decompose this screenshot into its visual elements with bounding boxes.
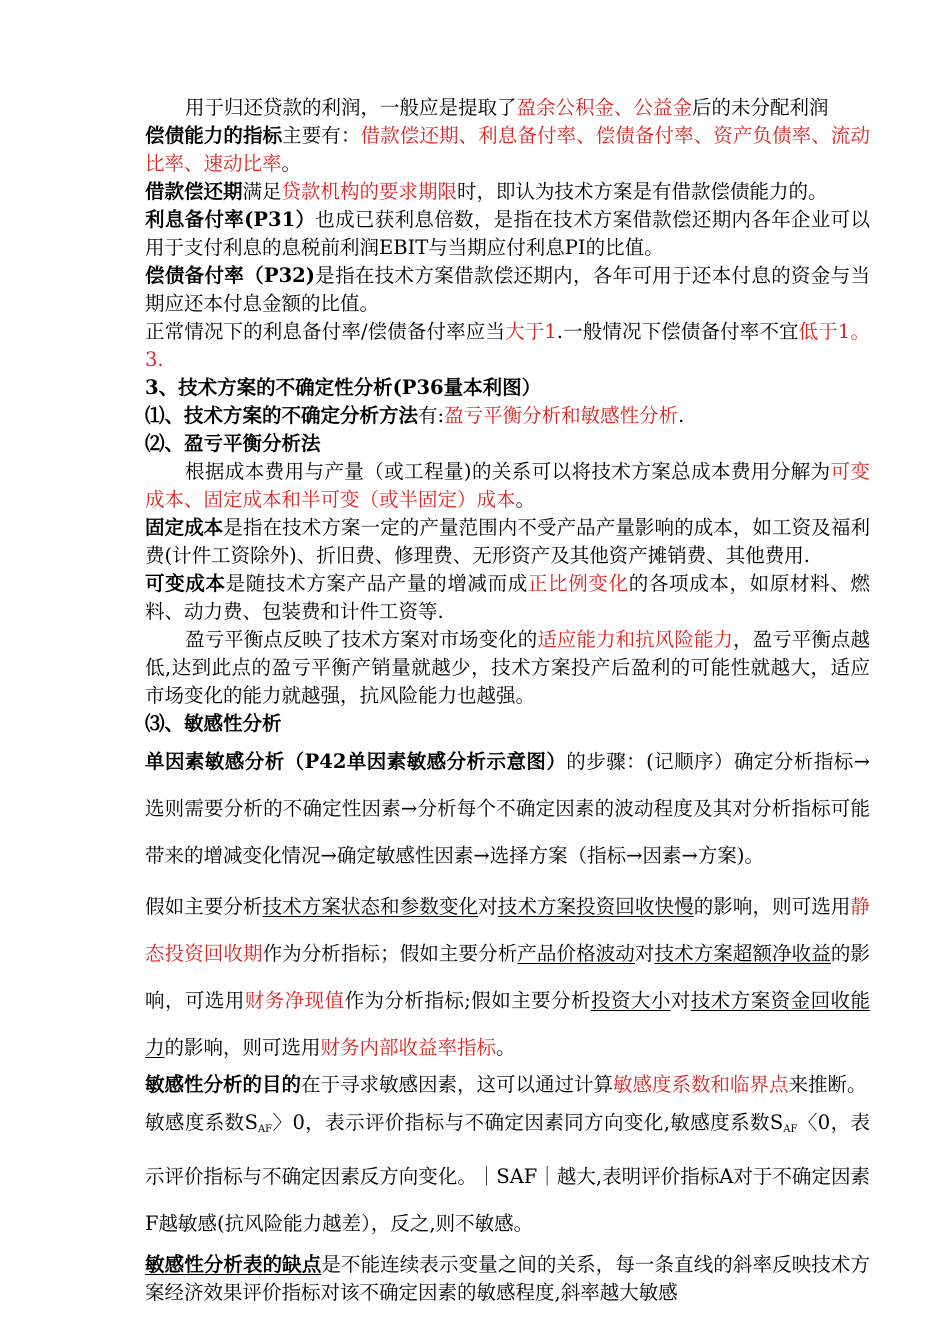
para-sensitivity-coefficient: 敏感度系数$S_{AF}$〉0，表示评价指标与不确定因素同方向变化,敏感度系数$S_{AF}$〈0，表示评价指标与不确定因素反方向变化。｜SAF｜越大,表明评价指标A对于不确定因素F越敏感(抗风险能力越差），反之,则不敏感。 — [145, 1111, 871, 1235]
para-solvency-indicators: 偿债能力的指标主要有：借款偿还期、利息备付率、偿债备付率、资产负债率、流动比率、速动比率。 — [145, 124, 870, 175]
para-interest-coverage: 利息备付率(P31）也成已获利息倍数，是指在技术方案借款偿还期内各年企业可以用于支付利息的息税前利润EBIT与当期应付利息PI的比值。 — [145, 208, 870, 259]
heading-uncertainty-analysis: 3、技术方案的不确定性分析(P36量本利图） — [145, 376, 542, 399]
para-repayment-profit: 用于归还贷款的利润，一般应是提取了盈余公积金、公益金后的未分配利润 — [185, 96, 829, 119]
para-loan-repayment-period: 借款偿还期满足贷款机构的要求期限时，即认为技术方案是有借款偿债能力的。 — [145, 180, 828, 203]
para-variable-cost: 可变成本是随技术方案产品产量的增减而成正比例变化的各项成本，如原材料、燃料、动力费、包装费和计件工资等. — [145, 572, 870, 623]
heading-breakeven: ⑵、盈亏平衡分析法 — [145, 432, 321, 455]
para-normal-ratios: 正常情况下的利息备付率/偿债备付率应当大于1.一般情况下偿债备付率不宜低于1。3. — [145, 320, 870, 371]
para-debt-service-coverage: 偿债备付率（P32)是指在技术方案借款偿还期内，各年可用于还本付息的资金与当期应还本付息金额的比值。 — [145, 264, 870, 315]
para-single-factor-steps: 单因素敏感分析（P42单因素敏感分析示意图）的步骤：(记顺序）确定分析指标→选则需要分析的不确定性因素→分析每个不确定因素的波动程度及其对分析指标可能带来的增减变化情况→确定敏感性因素→选择方案（指标→因素→方案)。 — [145, 750, 870, 867]
para-breakeven-point: 盈亏平衡点反映了技术方案对市场变化的适应能力和抗风险能力，盈亏平衡点越低,达到此点的盈亏平衡产销量就越少，技术方案投产后盈利的可能性就越大，适应市场变化的能力就越强，抗风险能力也越强。 — [145, 628, 870, 707]
para-fixed-cost: 固定成本是指在技术方案一定的产量范围内不受产品产量影响的成本，如工资及福利费(计件工资除外)、折旧费、修理费、无形资产及其他资产摊销费、其他费用. — [145, 516, 870, 567]
para-cost-decomposition: 根据成本费用与产量（或工程量)的关系可以将技术方案总成本费用分解为可变成本、固定成本和半可变（或半固定）成本。 — [145, 460, 870, 511]
document-page — [145, 94, 870, 1307]
para-uncertainty-methods: ⑴、技术方案的不确定分析方法有:盈亏平衡分析和敏感性分析. — [145, 404, 685, 427]
para-analysis-indicator-choice: 假如主要分析技术方案状态和参数变化对技术方案投资回收快慢的影响，则可选用静态投资回收期作为分析指标；假如主要分析产品价格波动对技术方案超额净收益的影响，可选用财务净现值作为分析指标;假如主要分析投资大小对技术方案资金回收能力的影响，则可选用财务内部收益率指标。 — [145, 895, 870, 1059]
para-sensitivity-table-drawback: 敏感性分析表的缺点是不能连续表示变量之间的关系，每一条直线的斜率反映技术方案经济效果评价指标对该不确定因素的敏感程度,斜率越大敏感 — [145, 1253, 870, 1304]
para-sensitivity-purpose: 敏感性分析的目的在于寻求敏感因素，这可以通过计算敏感度系数和临界点来推断。 — [145, 1073, 867, 1096]
heading-sensitivity: ⑶、敏感性分析 — [145, 712, 282, 735]
